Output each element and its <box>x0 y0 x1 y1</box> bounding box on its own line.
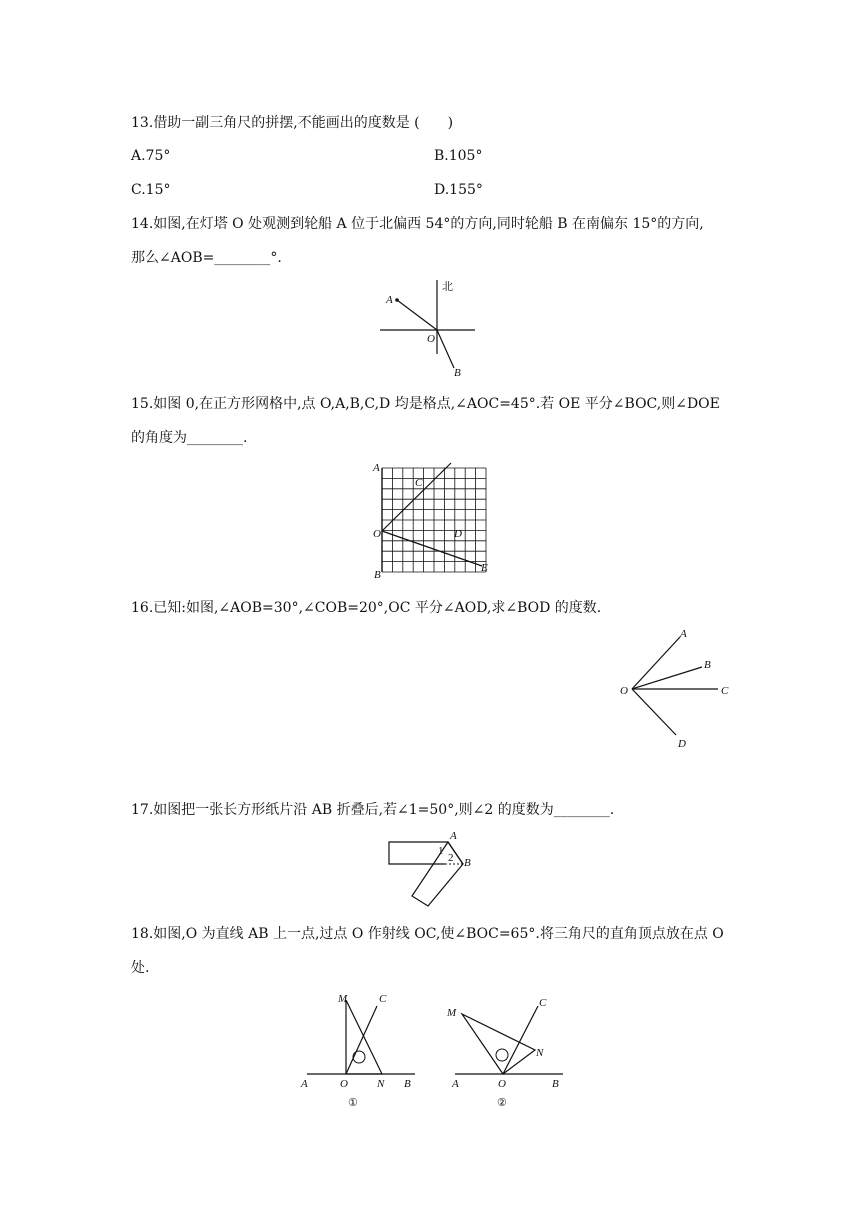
q18-fig1-label-b: B <box>404 1078 411 1090</box>
q13-option-d: D.155° <box>434 182 483 198</box>
q18-fig1-label-m: M <box>338 993 348 1005</box>
q16-angle-figure <box>618 625 738 751</box>
q18-triangle-ruler-figures <box>295 990 580 1110</box>
q18-figure-1 <box>300 993 415 1109</box>
q13-option-c: C.15° <box>131 182 171 198</box>
q18-fig1-caption: ① <box>348 1097 358 1109</box>
q16-label-d: D <box>678 738 686 750</box>
q15-grid-figure <box>370 460 492 582</box>
q16-label-c: C <box>721 685 729 697</box>
q18-fig1-label-o: O <box>340 1078 348 1090</box>
q17-label-angle1: 1 <box>438 845 444 857</box>
q18-fig2-label-o: O <box>498 1078 506 1090</box>
q18-fig2-label-n: N <box>536 1047 544 1059</box>
q15-line2: 的角度为________. <box>131 430 248 446</box>
q18-fig2-label-c: C <box>539 997 547 1009</box>
q18-fig2-label-m: M <box>447 1007 457 1019</box>
q16-stem: 16.已知:如图,∠AOB=30°,∠COB=20°,OC 平分∠AOD,求∠BOD 的度数. <box>131 600 602 616</box>
q18-fig2-label-b: B <box>552 1078 559 1090</box>
q15-label-b: B <box>374 569 381 581</box>
q14-line2: 那么∠AOB=________°. <box>131 250 282 266</box>
q18-fig2-label-a: A <box>452 1078 459 1090</box>
q18-fig2-caption: ② <box>497 1097 507 1109</box>
q18-fig1-label-c: C <box>379 993 387 1005</box>
q13-option-a: A.75° <box>131 148 171 164</box>
q18-line1: 18.如图,O 为直线 AB 上一点,过点 O 作射线 OC,使∠BOC=65°.将三角尺的直角顶点放在点 O <box>131 926 724 942</box>
q14-line1: 14.如图,在灯塔 O 处观测到轮船 A 位于北偏西 54°的方向,同时轮船 B 在南偏东 15°的方向, <box>131 216 704 232</box>
q15-label-c: C <box>415 477 423 489</box>
q18-fig1-label-n: N <box>377 1078 385 1090</box>
q17-label-b: B <box>464 857 471 869</box>
q17-folded-paper-figure <box>385 830 481 910</box>
q17-label-angle2: 2 <box>448 852 454 864</box>
q15-label-o: O <box>373 528 381 540</box>
q14-label-a: A <box>386 294 393 306</box>
q17-stem: 17.如图把一张长方形纸片沿 AB 折叠后,若∠1=50°,则∠2 的度数为________. <box>131 802 615 818</box>
q15-label-d: D <box>454 528 462 540</box>
q16-label-a: A <box>680 628 687 640</box>
q18-fig1-label-a: A <box>301 1078 308 1090</box>
q16-label-b: B <box>704 659 711 671</box>
q16-label-o: O <box>620 685 628 697</box>
q15-label-e: E <box>481 562 488 574</box>
q17-label-a: A <box>450 830 457 842</box>
q13-stem: 13.借助一副三角尺的拼摆,不能画出的度数是 ( ) <box>131 115 454 131</box>
q14-label-b: B <box>454 367 461 379</box>
q13-option-b: B.105° <box>434 148 483 164</box>
q15-label-a: A <box>373 462 380 474</box>
q18-figure-2 <box>446 997 563 1109</box>
q15-line1: 15.如图 0,在正方形网格中,点 O,A,B,C,D 均是格点,∠AOC=45°.若 OE 平分∠BOC,则∠DOE <box>131 396 720 412</box>
q14-label-o: O <box>427 333 435 345</box>
q14-compass-figure <box>380 278 484 380</box>
q18-line2: 处. <box>131 960 150 976</box>
q14-label-north: 北 <box>442 281 453 293</box>
